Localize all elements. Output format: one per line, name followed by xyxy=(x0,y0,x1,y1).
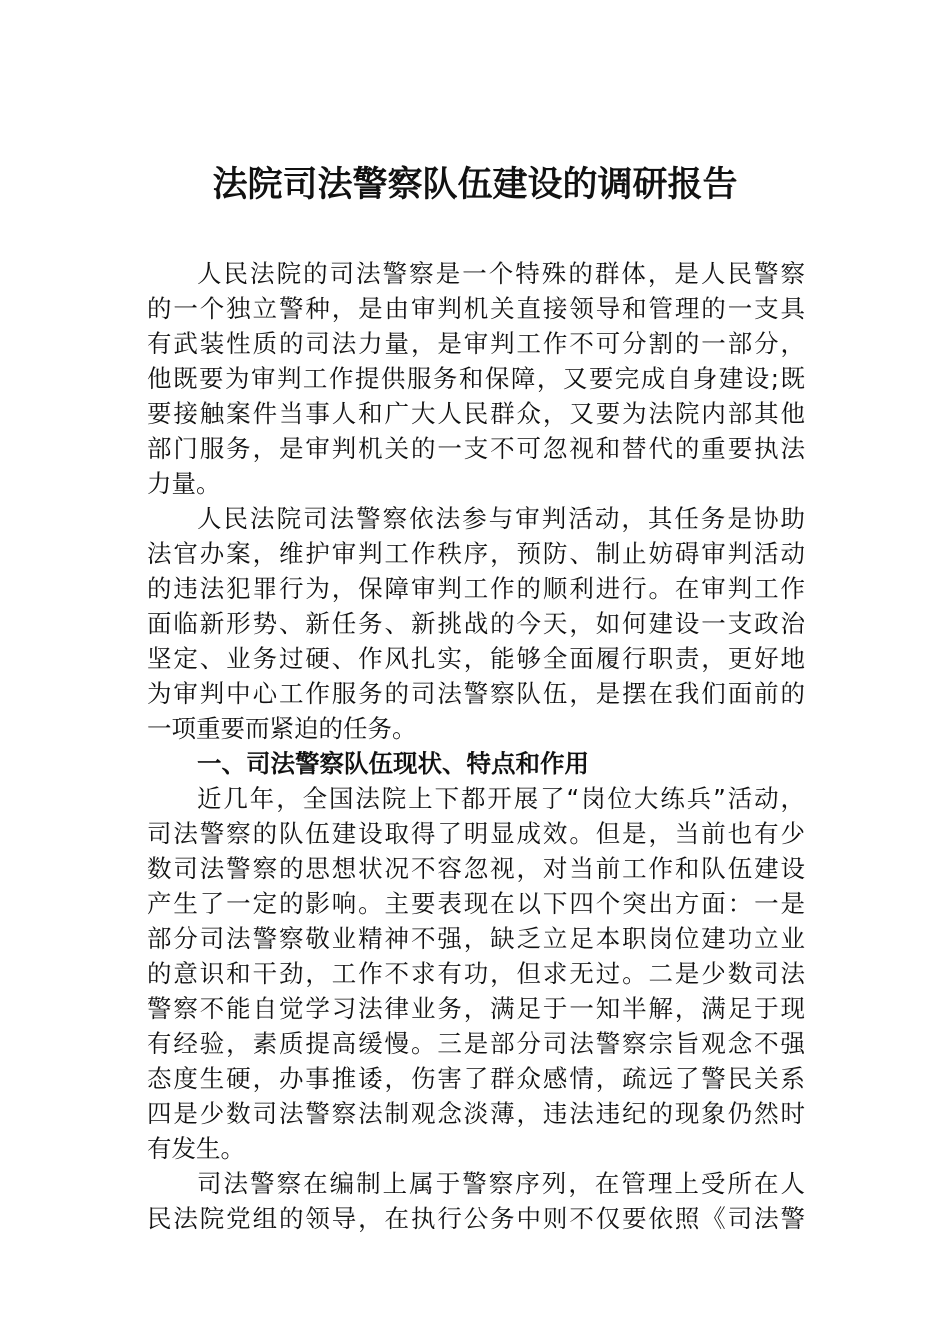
paragraph-line: 的一个独立警种，是由审判机关直接领导和管理的一支具 xyxy=(147,294,805,323)
paragraph-line: 一项重要而紧迫的任务。 xyxy=(147,714,417,743)
paragraph-line: 警察不能自觉学习法律业务，满足于一知半解，满足于现 xyxy=(147,994,805,1023)
paragraph-line: 部门服务，是审判机关的一支不可忽视和替代的重要执法 xyxy=(147,434,805,463)
paragraph-line: 的意识和干劲，工作不求有功，但求无过。二是少数司法 xyxy=(147,959,805,988)
paragraph-line: 有武装性质的司法力量，是审判工作不可分割的一部分， xyxy=(147,329,805,358)
paragraph-line: 人民法院的司法警察是一个特殊的群体，是人民警察 xyxy=(197,259,805,288)
paragraph-line: 民法院党组的领导，在执行公务中则不仅要依照《司法警 xyxy=(147,1204,805,1233)
paragraph-line: 司法警察在编制上属于警察序列，在管理上受所在人 xyxy=(197,1169,805,1198)
paragraph-line: 司法警察的队伍建设取得了明显成效。但是，当前也有少 xyxy=(147,819,805,848)
document-title: 法院司法警察队伍建设的调研报告 xyxy=(212,164,738,205)
paragraph-line: 面临新形势、新任务、新挑战的今天，如何建设一支政治 xyxy=(147,609,805,638)
paragraph-line: 数司法警察的思想状况不容忽视，对当前工作和队伍建设 xyxy=(147,854,805,883)
paragraph-line: 要接触案件当事人和广大人民群众，又要为法院内部其他 xyxy=(147,399,805,428)
section-heading: 一、司法警察队伍现状、特点和作用 xyxy=(197,749,589,778)
paragraph-line: 他既要为审判工作提供服务和保障，又要完成自身建设;既 xyxy=(147,364,805,393)
paragraph-line: 产生了一定的影响。主要表现在以下四个突出方面：一是 xyxy=(147,889,805,918)
paragraph-line: 坚定、业务过硬、作风扎实，能够全面履行职责，更好地 xyxy=(147,644,805,673)
paragraph-line: 为审判中心工作服务的司法警察队伍，是摆在我们面前的 xyxy=(147,679,805,708)
document-body xyxy=(147,256,805,1236)
paragraph-line: 近几年，全国法院上下都开展了“岗位大练兵”活动， xyxy=(197,784,805,813)
paragraph-line: 四是少数司法警察法制观念淡薄，违法违纪的现象仍然时 xyxy=(147,1099,805,1128)
paragraph-line: 有经验，素质提高缓慢。三是部分司法警察宗旨观念不强 xyxy=(147,1029,805,1058)
paragraph-line: 部分司法警察敬业精神不强，缺乏立足本职岗位建功立业 xyxy=(147,924,805,953)
paragraph-line: 人民法院司法警察依法参与审判活动，其任务是协助 xyxy=(197,504,805,533)
paragraph-line: 态度生硬，办事推诿，伤害了群众感情，疏远了警民关系 xyxy=(147,1064,805,1093)
paragraph-line: 法官办案，维护审判工作秩序，预防、制止妨碍审判活动 xyxy=(147,539,805,568)
paragraph-line: 力量。 xyxy=(147,469,221,498)
paragraph-line: 的违法犯罪行为，保障审判工作的顺利进行。在审判工作 xyxy=(147,574,805,603)
paragraph-line: 有发生。 xyxy=(147,1134,245,1163)
